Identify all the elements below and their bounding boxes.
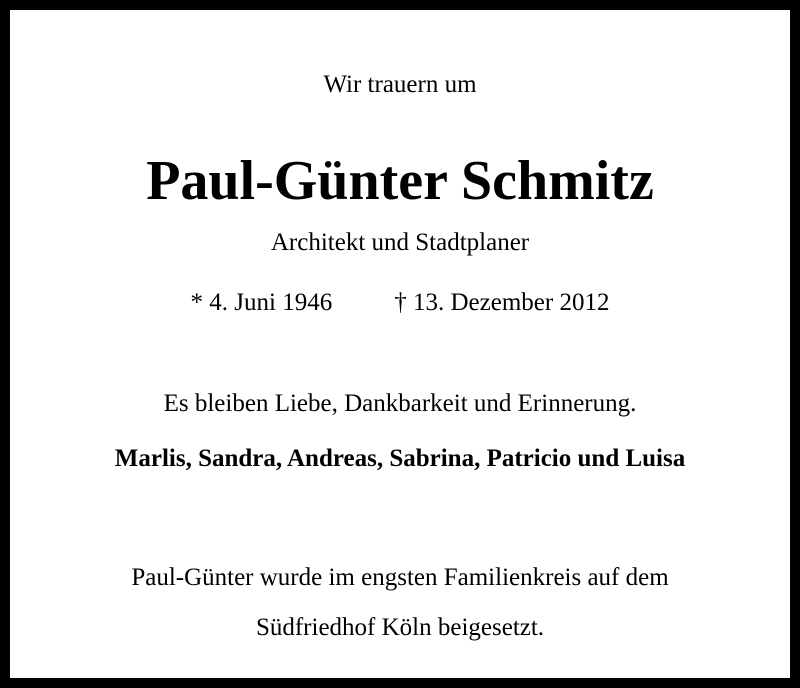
birth-date: * 4. Juni 1946 — [190, 289, 333, 316]
burial-note-line-2: Südfriedhof Köln beigesetzt. — [255, 614, 545, 641]
deceased-name: Paul-Günter Schmitz — [146, 150, 654, 212]
mourners-list: Marlis, Sandra, Andreas, Sabrina, Patricio und Luisa — [114, 445, 686, 472]
death-date: † 13. Dezember 2012 — [394, 289, 610, 316]
profession-text: Architekt und Stadtplaner — [270, 229, 530, 256]
life-dates — [10, 290, 790, 315]
intro-text: Wir trauern um — [323, 71, 477, 98]
burial-note-line-1: Paul-Günter wurde im engsten Familienkreis auf dem — [131, 564, 669, 591]
memorial-quote: Es bleiben Liebe, Dankbarkeit und Erinnerung. — [163, 390, 637, 417]
